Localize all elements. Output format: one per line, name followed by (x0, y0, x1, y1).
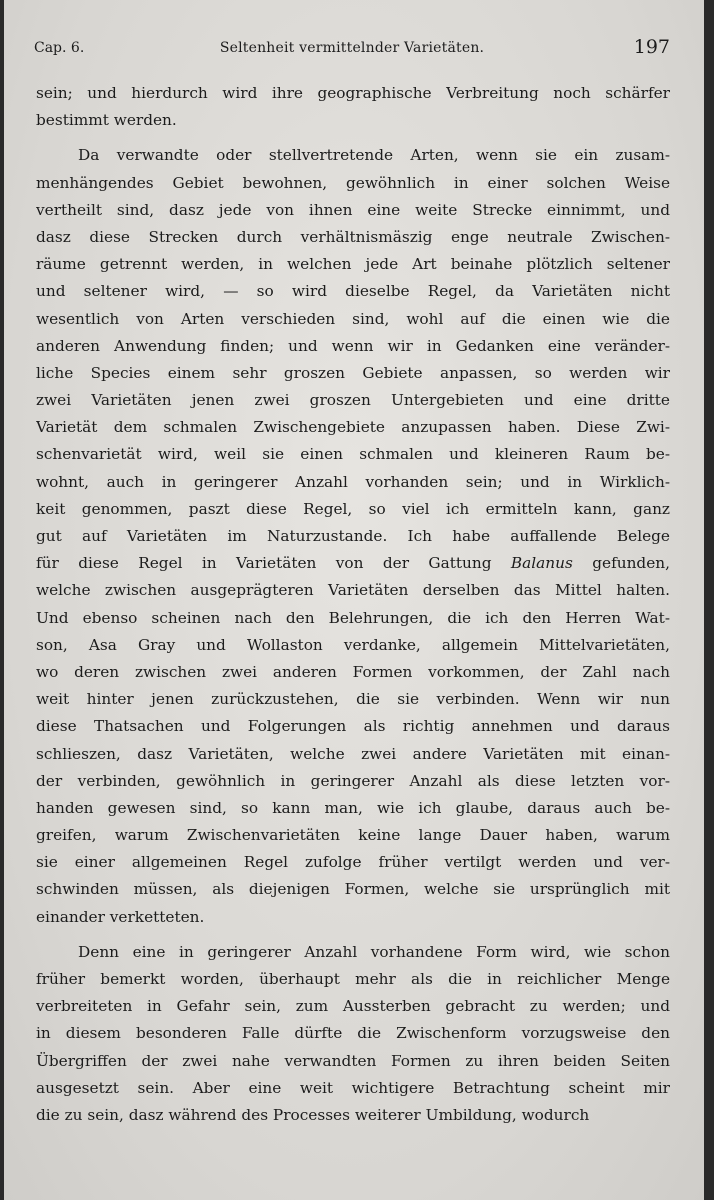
text-line: schenvarietät wird, weil sie einen schmalen und kleineren Raum be- (36, 445, 670, 464)
text-line: schwinden müssen, als diejenigen Formen, welche sie ursprünglich mit (36, 880, 670, 899)
text-line: wo deren zwischen zwei anderen Formen vorkommen, der Zahl nach (36, 662, 670, 681)
paragraph (36, 142, 670, 930)
text-line: greifen, warum Zwischenvarietäten keine lange Dauer haben, warum (36, 826, 670, 845)
page-number: 197 (633, 36, 670, 58)
text-line: Denn eine in geringerer Anzahl vorhandene Form wird, wie schon (78, 942, 670, 961)
text-line: liche Species einem sehr groszen Gebiete anpassen, so werden wir (36, 363, 670, 382)
text-line: wohnt, auch in geringerer Anzahl vorhanden sein; und in Wirklich- (36, 472, 670, 491)
text-line: handen gewesen sind, so kann man, wie ich glaube, daraus auch be- (36, 798, 670, 817)
text-line: einander verketteten. (36, 907, 205, 926)
running-title: Seltenheit vermittelnder Varietäten. (219, 40, 485, 56)
text-line: verbreiteten in Gefahr sein, zum Aussterben gebracht zu werden; und (36, 997, 670, 1016)
body-text (36, 80, 670, 1129)
text-line: Da verwandte oder stellvertretende Arten, wenn sie ein zusam- (78, 146, 670, 165)
book-page (4, 0, 704, 1200)
text-line: keit genommen, paszt diese Regel, so viel ich ermitteln kann, ganz (36, 499, 670, 518)
text-line: für diese Regel in Varietäten von der Gattung Balanus gefunden, (36, 554, 670, 573)
text-line: sein; und hierdurch wird ihre geographische Verbreitung noch schärfer (36, 84, 670, 102)
text-line: weit hinter jenen zurückzustehen, die sie verbinden. Wenn wir nun (36, 690, 670, 709)
text-line: sie einer allgemeinen Regel zufolge früher vertilgt werden und ver- (36, 853, 670, 872)
text-line: bestimmt werden. (36, 111, 177, 130)
text-line: vertheilt sind, dasz jede von ihnen eine weite Strecke einnimmt, und (36, 200, 670, 219)
text-line: früher bemerkt worden, überhaupt mehr als die in reichlicher Menge (36, 970, 670, 988)
text-line: anderen Anwendung finden; und wenn wir in Gedanken eine veränder- (36, 336, 670, 355)
chapter-label: Cap. 6. (34, 40, 85, 56)
text-line: räume getrennt werden, in welchen jede Art beinahe plötzlich seltener (36, 255, 670, 274)
text-line: son, Asa Gray und Wollaston verdanke, allgemein Mittelvarietäten, (36, 635, 670, 654)
text-line: wesentlich von Arten verschieden sind, wohl auf die einen wie die (36, 309, 670, 328)
text-line: Varietät dem schmalen Zwischengebiete anzupassen haben. Diese Zwi- (36, 418, 670, 437)
text-line: schlieszen, dasz Varietäten, welche zwei andere Varietäten mit einan- (36, 744, 670, 763)
text-line: welche zwischen ausgeprägteren Varietäten derselben das Mittel halten. (36, 581, 670, 600)
text-line: der verbinden, gewöhnlich in geringerer Anzahl als diese letzten vor- (36, 771, 670, 790)
paragraph (36, 80, 670, 134)
paragraph-gap (36, 134, 670, 142)
text-line: diese Thatsachen und Folgerungen als richtig annehmen und daraus (36, 717, 670, 736)
text-line: gut auf Varietäten im Naturzustande. Ich habe auffallende Belege (36, 527, 670, 545)
running-header (34, 36, 670, 64)
text-line: ausgesetzt sein. Aber eine weit wichtigere Betrachtung scheint mir (36, 1078, 670, 1097)
text-line: Übergriffen der zwei nahe verwandten Formen zu ihren beiden Seiten (36, 1051, 670, 1070)
text-line: die zu sein, dasz während des Processes weiterer Umbildung, wodurch (36, 1105, 590, 1124)
text-line: und seltener wird, — so wird dieselbe Regel, da Varietäten nicht (36, 282, 670, 301)
paragraph-gap (36, 931, 670, 939)
text-line: in diesem besonderen Falle dürfte die Zwischenform vorzugsweise den (36, 1024, 670, 1043)
italic-genus-name: Balanus (510, 554, 573, 573)
paragraph (36, 939, 670, 1129)
text-line: zwei Varietäten jenen zwei groszen Untergebieten und eine dritte (36, 391, 670, 410)
text-line: menhängendes Gebiet bewohnen, gewöhnlich in einer solchen Weise (36, 173, 670, 192)
text-line: dasz diese Strecken durch verhältnismäszig enge neutrale Zwischen- (36, 227, 670, 246)
text-line: Und ebenso scheinen nach den Belehrungen, die ich den Herren Wat- (36, 608, 670, 627)
